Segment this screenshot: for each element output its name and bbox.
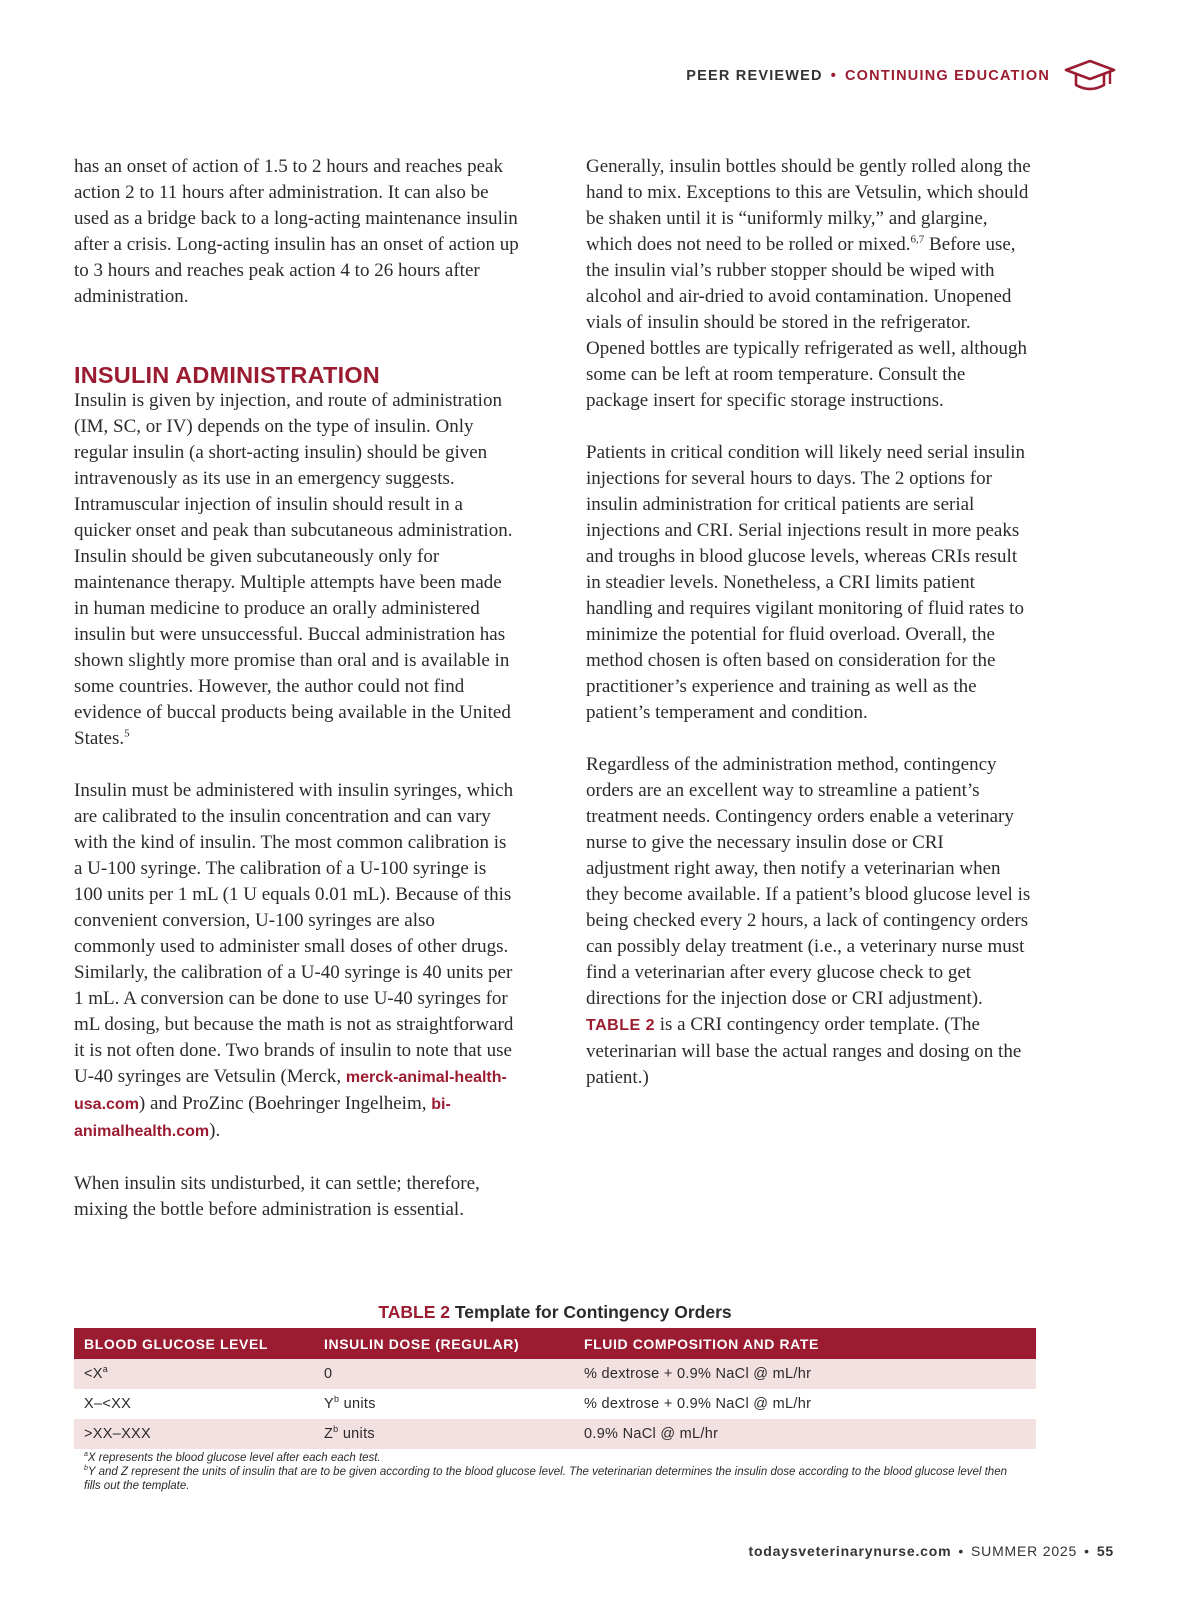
footnote: $^a$X represents the blood glucose level after each each test. xyxy=(84,1451,381,1464)
page-footer xyxy=(748,1543,1114,1559)
paragraph: Regardless of the administration method, contingency orders are an excellent way to streamline a patient’s treatment needs. Contingency orders enable a veterinary nurse to give the necessary insulin dose or CRI adjustment right away, then notify a veterinarian when they become available. If a patient’s blood glucose level is being checked every 2 hours, a lack of contingency orders can possibly delay treatment (i.e., a veterinary nurse must find a veterinarian after every glucose check to get directions for the injection dose or CRI adjustment). TABLE 2 is a CRI contingency order template. (The veterinarian will base the actual ranges and dosing on the patient.) xyxy=(586,754,1031,1088)
footer-separator: • xyxy=(958,1543,965,1559)
section-heading: INSULIN ADMINISTRATION xyxy=(74,362,380,388)
table-title-text: Template for Contingency Orders xyxy=(449,1302,732,1322)
footer-separator: • xyxy=(1084,1543,1090,1559)
contingency-table xyxy=(74,1328,1036,1449)
table-reference: TABLE 2 xyxy=(586,1017,655,1034)
paragraph: Insulin is given by injection, and route of administration (IM, SC, or IV) depends on the type of insulin. Only regular insulin (a short-acting insulin) should be given intravenously as its use in an emergency suggests. Intramuscular injection of insulin should result in a quicker onset and peak than subcutaneous administration. Insulin should be given subcutaneously only for maintenance therapy. Multiple attempts have been made in human medicine to produce an orally administered insulin but were unsuccessful. Buccal administration has shown slightly more promise than oral and is available in some countries. However, the author could not find evidence of buccal products being available in the United States.$^5$ xyxy=(74,390,513,749)
continuing-education-label: CONTINUING EDUCATION xyxy=(845,68,1050,84)
table-number: TABLE 2 xyxy=(378,1302,450,1322)
paragraph: Patients in critical condition will likely need serial insulin injections for several hours to days. The 2 options for insulin administration for critical patients are serial injections and CRI. Serial injections result in more peaks and troughs in blood glucose levels, whereas CRIs result in steadier levels. Nonetheless, a CRI limits patient handling and requires vigilant monitoring of fluid rates to minimize the potential for fluid overload. Overall, the method chosen is often based on consideration for the practitioner’s experience and training as well as the patient’s temperament and condition. xyxy=(586,442,1026,723)
issue-label: SUMMER 2025 xyxy=(971,1543,1078,1559)
left-column xyxy=(74,154,519,1223)
paragraph: Generally, insulin bottles should be gently rolled along the hand to mix. Exceptions to this are Vetsulin, which should be shaken until it is “uniformly milky,” and glargine, which does not need to be rolled or mixed.$^{6,7}$ Before use, the insulin vial’s rubber stopper should be wiped with alcohol and air-dried to avoid contamination. Unopened vials of insulin should be stored in the refrigerator. Opened bottles are typically refrigerated as well, although some can be left at room temperature. Consult the package insert for specific storage instructions. xyxy=(586,156,1031,411)
header-separator: • xyxy=(830,68,838,84)
graduation-cap-icon xyxy=(1064,58,1116,94)
paragraph: When insulin sits undisturbed, it can settle; therefore, mixing the bottle before administration is essential. xyxy=(74,1173,480,1220)
column-header: BLOOD GLUCOSE LEVEL xyxy=(74,1328,314,1359)
table-cell: 0 xyxy=(314,1359,574,1389)
reference-marker: 6,7 xyxy=(910,233,925,246)
table-cell: $Z^b$ units xyxy=(314,1419,574,1449)
reference-marker: 5 xyxy=(124,727,130,740)
footnote: $^b$Y and Z represent the units of insulin that are to be given according to the blood glucose level. The veterinarian determines the insulin dose according to the blood glucose level then fills out the template. xyxy=(84,1465,1007,1492)
table-header-row xyxy=(74,1328,1036,1359)
table-cell: $<X^a$ xyxy=(74,1359,314,1389)
paragraph: has an onset of action of 1.5 to 2 hours and reaches peak action 2 to 11 hours after administration. It can also be used as a bridge back to a long-acting maintenance insulin after a crisis. Long-acting insulin has an onset of action up to 3 hours and reaches peak action 4 to 26 hours after administration. xyxy=(74,156,519,307)
page-number: 55 xyxy=(1096,1543,1114,1559)
right-column xyxy=(586,154,1031,1091)
table-footnotes xyxy=(84,1451,1024,1493)
table-cell: >XX–XXX xyxy=(74,1419,314,1449)
table-cell: 0.9% NaCl @ mL/hr xyxy=(574,1419,1036,1449)
table-cell: $Y^b$ units xyxy=(324,1394,376,1412)
table-row xyxy=(74,1419,1036,1449)
column-header: INSULIN DOSE (REGULAR) xyxy=(314,1328,574,1359)
column-header: FLUID COMPOSITION AND RATE xyxy=(574,1328,1036,1359)
merck-link[interactable]: merck-animal-health-usa.com xyxy=(74,1069,507,1113)
website-link[interactable]: todaysveterinarynurse.com xyxy=(748,1543,952,1559)
table-cell: % dextrose + 0.9% NaCl @ mL/hr xyxy=(574,1359,1036,1389)
table-title xyxy=(74,1302,1036,1323)
table-row xyxy=(74,1389,1036,1419)
table-row xyxy=(74,1359,1036,1389)
paragraph: Insulin must be administered with insulin syringes, which are calibrated to the insulin concentration and can vary with the kind of insulin. The most common calibration is a U-100 syringe. The calibration of a U-100 syringe is 100 units per 1 mL (1 U equals 0.01 mL). Because of this convenient conversion, U-100 syringes are also commonly used to administer small doses of other drugs. Similarly, the calibration of a U-40 syringe is 40 units per 1 mL. A conversion can be done to use U-40 syringes for mL dosing, but because the math is not as straightforward it is not often done. Two brands of insulin to note that use U-40 syringes are Vetsulin (Merck, merck-animal-health-usa.com) and ProZinc (Boehringer Ingelheim, bi-animalhealth.com). xyxy=(74,780,514,1141)
peer-reviewed-label: PEER REVIEWED xyxy=(686,68,823,84)
table-cell: % dextrose + 0.9% NaCl @ mL/hr xyxy=(584,1396,812,1412)
page-header xyxy=(686,58,1116,94)
boehringer-link[interactable]: bi-animalhealth.com xyxy=(74,1096,451,1140)
table-cell: X–<XX xyxy=(84,1396,132,1412)
